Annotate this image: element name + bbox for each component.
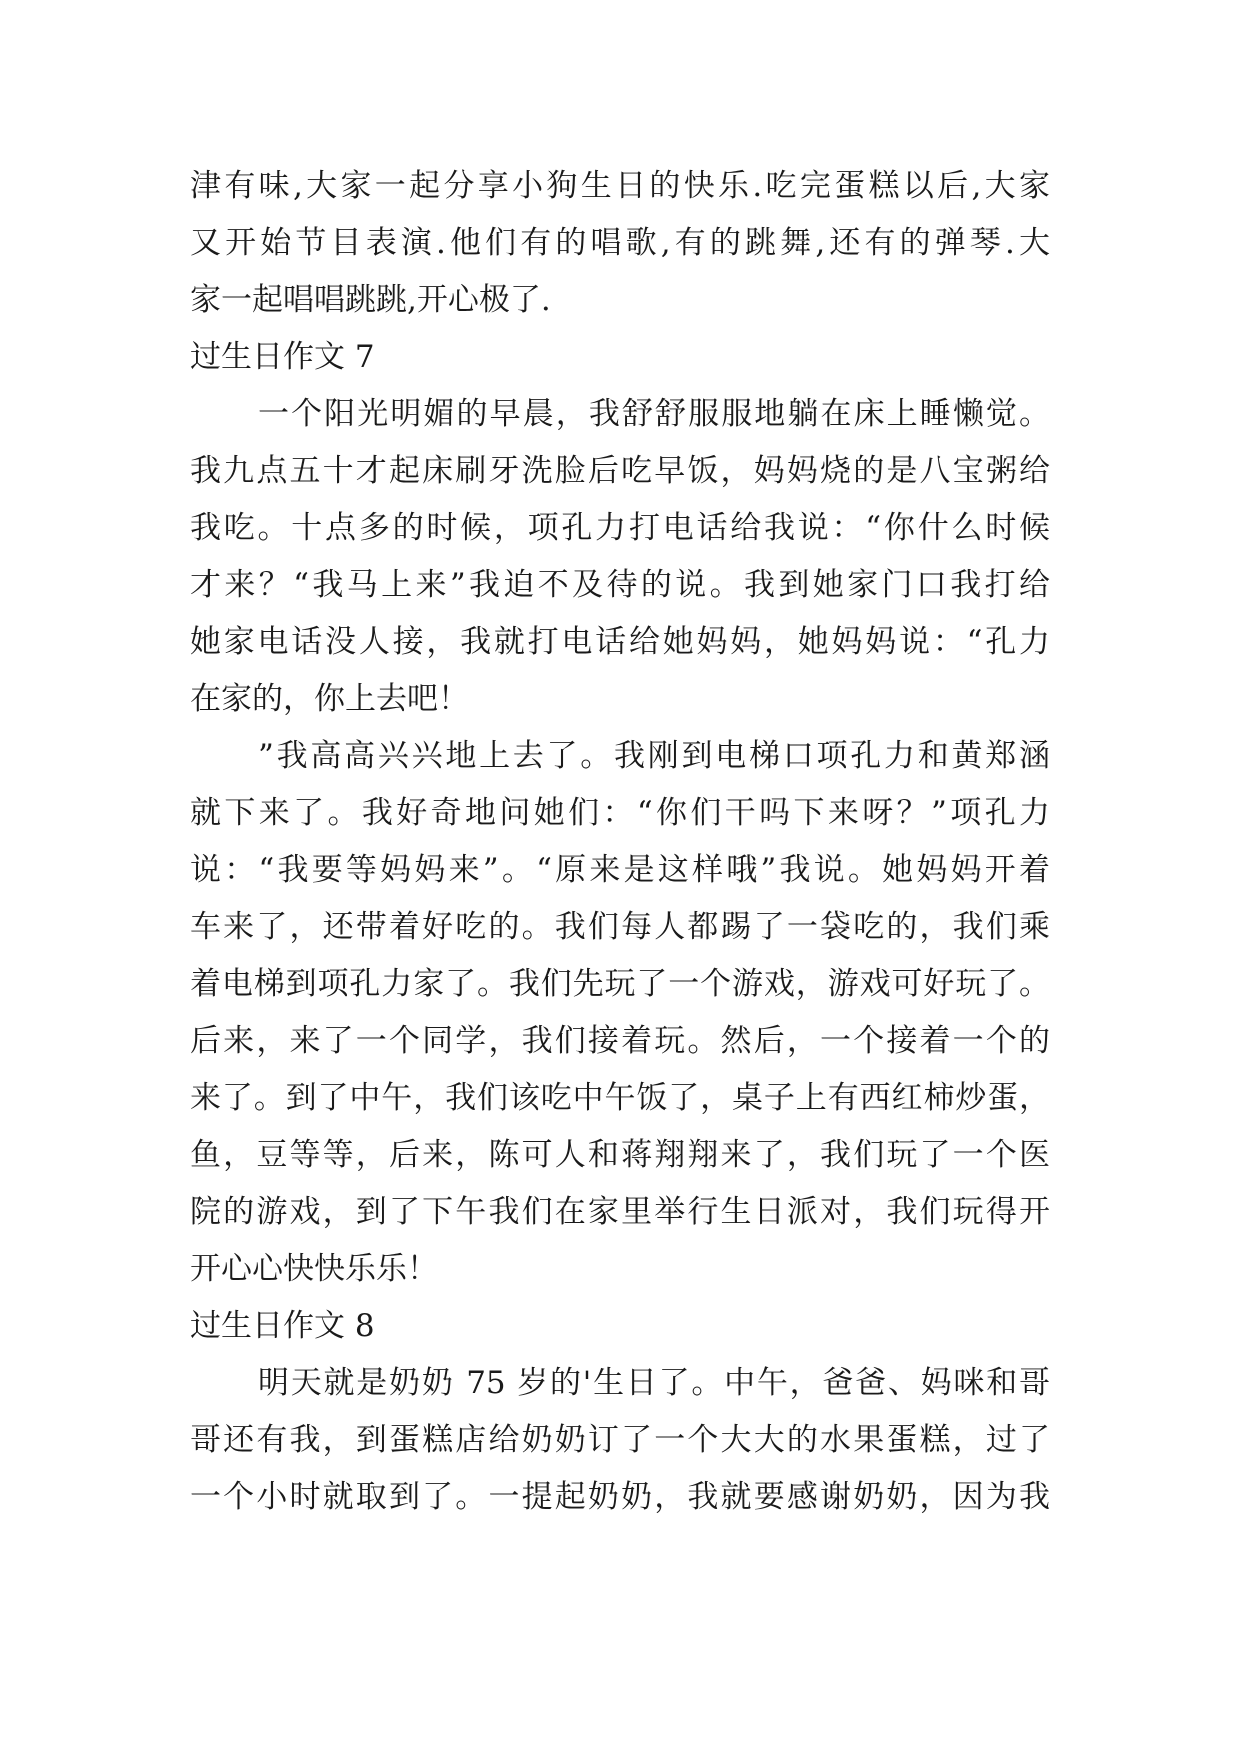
s7-p1-line-3: 我吃。十点多的时候，项孔力打电话给我说：“你什么时候	[190, 510, 1050, 546]
s8-p1-line-1: 明天就是奶奶 75 岁的'生日了。中午，爸爸、妈咪和哥	[258, 1365, 1050, 1401]
s7-p2-line-1: ”我高高兴兴地上去了。我刚到电梯口项孔力和黄郑涵	[258, 738, 1050, 774]
s7-p1-line-2: 我九点五十才起床刷牙洗脸后吃早饭，妈妈烧的是八宝粥给	[190, 453, 1050, 489]
intro-line-2: 又开始节目表演.他们有的唱歌,有的跳舞,还有的弹琴.大	[190, 225, 1050, 261]
s7-p2-line-8: 鱼，豆等等，后来，陈可人和蒋翔翔来了，我们玩了一个医	[190, 1137, 1050, 1173]
s7-p1-line-1: 一个阳光明媚的早晨，我舒舒服服地躺在床上睡懒觉。	[258, 396, 1050, 432]
s7-p2-line-10: 开心心快快乐乐！	[190, 1251, 438, 1287]
s7-p2-line-7: 来了。到了中午，我们该吃中午饭了，桌子上有西红柿炒蛋，	[190, 1080, 1050, 1116]
s7-p2-line-6: 后来，来了一个同学，我们接着玩。然后，一个接着一个的	[190, 1023, 1050, 1059]
s8-p1-line-2: 哥还有我，到蛋糕店给奶奶订了一个大大的水果蛋糕，过了	[190, 1422, 1050, 1458]
intro-line-3: 家一起唱唱跳跳,开心极了.	[190, 282, 551, 318]
s8-p1-line-3: 一个小时就取到了。一提起奶奶，我就要感谢奶奶，因为我	[190, 1479, 1050, 1515]
s7-p1-line-6: 在家的，你上去吧！	[190, 681, 469, 717]
s7-p2-line-5: 着电梯到项孔力家了。我们先玩了一个游戏，游戏可好玩了。	[190, 966, 1050, 1002]
s7-p1-line-4: 才来？“我马上来”我迫不及待的说。我到她家门口我打给	[190, 567, 1050, 603]
s7-p2-line-2: 就下来了。我好奇地问她们：“你们干吗下来呀？”项孔力	[190, 795, 1050, 831]
s7-p2-line-4: 车来了，还带着好吃的。我们每人都踢了一袋吃的，我们乘	[190, 909, 1050, 945]
section-8-title: 过生日作文 8	[190, 1308, 375, 1344]
s7-p2-line-9: 院的游戏，到了下午我们在家里举行生日派对，我们玩得开	[190, 1194, 1050, 1230]
intro-line-1: 津有味,大家一起分享小狗生日的快乐.吃完蛋糕以后,大家	[190, 168, 1050, 204]
s7-p2-line-3: 说：“我要等妈妈来”。“原来是这样哦”我说。她妈妈开着	[190, 852, 1050, 888]
section-7-title: 过生日作文 7	[190, 339, 375, 375]
s7-p1-line-5: 她家电话没人接，我就打电话给她妈妈，她妈妈说：“孔力	[190, 624, 1050, 660]
